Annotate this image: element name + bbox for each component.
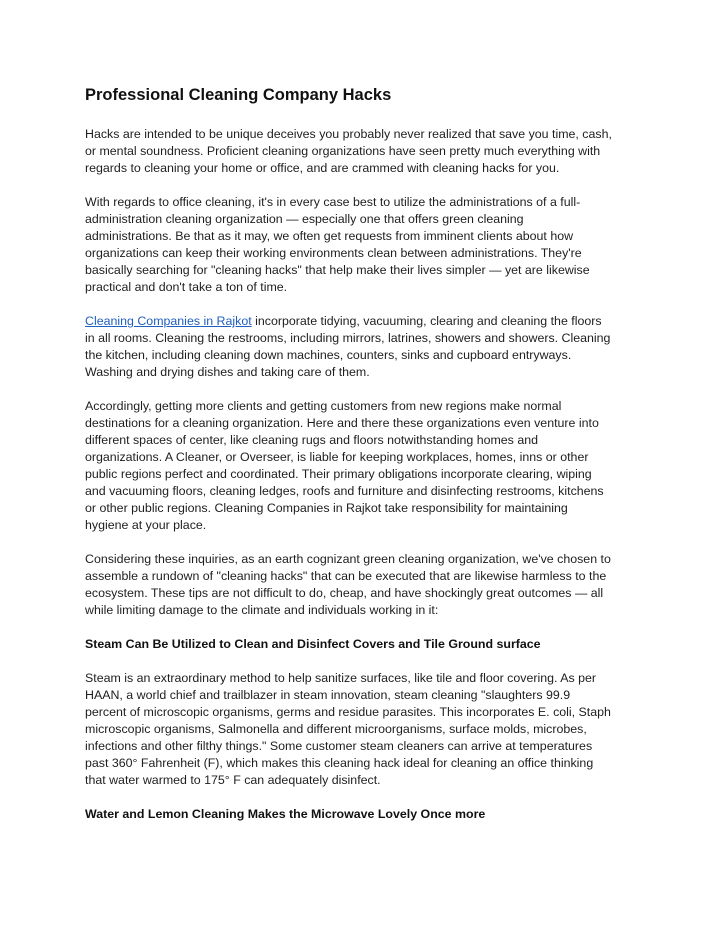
paragraph-line: HAAN, a world chief and trailblazer in steam innovation, steam cleaning "slaughters 99.9 <box>85 688 571 702</box>
paragraph-line: or other public regions. Cleaning Companies in Rajkot take responsibility for maintaining <box>85 501 568 515</box>
paragraph-line: hygiene at your place. <box>85 518 207 532</box>
paragraph-line: Hacks are intended to be unique deceives you probably never realized that save you time, cash, <box>85 127 612 141</box>
paragraph-line: Accordingly, getting more clients and getting customers from new regions make normal <box>85 399 562 413</box>
paragraph-line: infections and other filthy things." Some customer steam cleaners can arrive at temperatures <box>85 739 593 753</box>
paragraph-line: administration cleaning organization — especially one that offers green cleaning <box>85 212 524 226</box>
document-page <box>85 84 637 840</box>
paragraph-line: assemble a rundown of "cleaning hacks" that can be executed that are likewise harmless to the <box>85 569 607 583</box>
paragraph-line: public regions perfect and coordinated. Their primary obligations incorporate clearing, wiping <box>85 467 592 481</box>
paragraph-line: that water warmed to 175° F can adequately disinfect. <box>85 773 381 787</box>
paragraph-line: different spaces of center, like cleaning rugs and floors notwithstanding homes and <box>85 433 538 447</box>
paragraph-line: destinations for a cleaning organization. Here and there these organizations even venture into <box>85 416 599 430</box>
paragraph-line: and vacuuming floors, cleaning ledges, roofs and furniture and disinfecting restrooms, kitchens <box>85 484 604 498</box>
paragraph-line: practical and don't take a ton of time. <box>85 280 288 294</box>
cleaning-companies-link[interactable]: Cleaning Companies in Rajkot <box>85 314 252 328</box>
paragraph-line: the kitchen, including cleaning down machines, counters, sinks and cupboard entryways. <box>85 348 572 362</box>
paragraph-line: organizations. A Cleaner, or Overseer, is liable for keeping workplaces, homes, inns or other <box>85 450 589 464</box>
paragraph-services <box>85 313 637 381</box>
paragraph-line: Steam is an extraordinary method to help sanitize surfaces, like tile and floor covering. As per <box>85 671 597 685</box>
paragraph-line: regards to cleaning your home or office, and are crammed with cleaning hacks for you. <box>85 161 560 175</box>
paragraph-line: basically searching for "cleaning hacks" that help make their lives simpler — yet are likewise <box>85 263 590 277</box>
paragraph-line: ecosystem. These tips are not difficult to do, cheap, and have shockingly great outcomes — all <box>85 586 604 600</box>
paragraph-line: administrations. Be that as it may, we often get requests from imminent clients about how <box>85 229 574 243</box>
paragraph-office-cleaning <box>85 194 637 296</box>
paragraph-line: while limiting damage to the climate and individuals working in it: <box>85 603 439 617</box>
paragraph-clients <box>85 398 637 534</box>
section-heading-lemon: Water and Lemon Cleaning Makes the Microwave Lovely Once more <box>85 807 486 821</box>
paragraph-line: Considering these inquiries, as an earth cognizant green cleaning organization, we've chosen to <box>85 552 611 566</box>
paragraph-green-cleaning <box>85 551 637 619</box>
document-title: Professional Cleaning Company Hacks <box>85 86 392 104</box>
paragraph-line: or mental soundness. Proficient cleaning organizations have seen pretty much everything with <box>85 144 601 158</box>
paragraph-line: in all rooms. Cleaning the restrooms, including mirrors, latrines, showers and showers. Cleaning <box>85 331 611 345</box>
paragraph-line: past 360° Fahrenheit (F), which makes this cleaning hack ideal for cleaning an office thinking <box>85 756 594 770</box>
paragraph-line: microscopic organisms, Salmonella and different microorganisms, surface molds, microbes, <box>85 722 587 736</box>
paragraph-line-rest: incorporate tidying, vacuuming, clearing and cleaning the floors <box>251 314 602 328</box>
paragraph-line: organizations can keep their working environments clean between administrations. They're <box>85 246 582 260</box>
paragraph-intro <box>85 126 637 177</box>
section-heading-steam: Steam Can Be Utilized to Clean and Disinfect Covers and Tile Ground surface <box>85 637 541 651</box>
paragraph-line: With regards to office cleaning, it's in every case best to utilize the administrations of a full- <box>85 195 581 209</box>
paragraph-line <box>85 313 637 330</box>
paragraph-steam <box>85 670 637 789</box>
paragraph-line: percent of microscopic organisms, germs and residue parasites. This incorporates E. coli, Staph <box>85 705 611 719</box>
paragraph-line: Washing and drying dishes and taking care of them. <box>85 365 370 379</box>
